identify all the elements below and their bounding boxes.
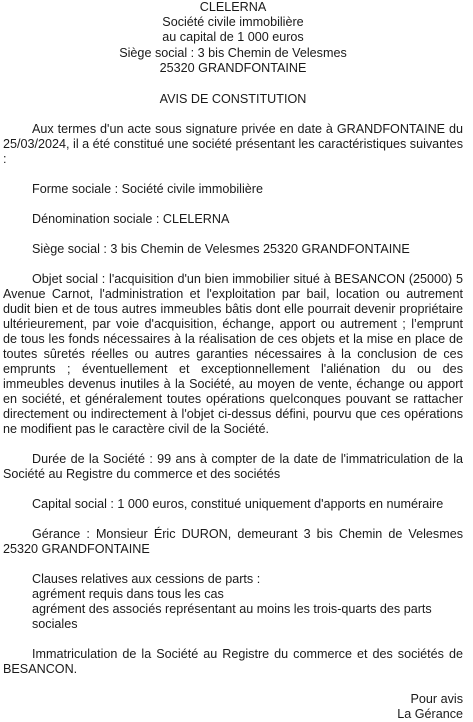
clauses-title: Clauses relatives aux cessions de parts : [32,572,261,587]
clauses-line-1: agrément requis dans tous les cas [32,587,224,602]
notice-title: AVIS DE CONSTITUTION [159,92,307,107]
forme-sociale: Forme sociale : Société civile immobilière [32,182,263,197]
clauses-line-2: agrément des associés représentant au moins les trois-quarts des parts sociales [32,602,432,632]
duree: Durée de la Société : 99 ans à compter de la date de l'immatriculation de la Société au Registre du commerce et des sociétés [3,452,463,482]
gerance: Gérance : Monsieur Éric DURON, demeurant 3 bis Chemin de Velesmes 25320 GRANDFONTAINE [3,527,463,557]
company-type: Société civile immobilière [162,15,304,30]
intro-paragraph: Aux termes d'un acte sous signature privée en date à GRANDFONTAINE du 25/03/2024, il a été constitué une société présentant les caractéristiques suivantes : [3,122,463,167]
company-name: CLELERNA [199,0,267,14]
capital-social: Capital social : 1 000 euros, constitué uniquement d'apports en numéraire [32,497,444,512]
signature-block [3,692,463,722]
company-siege: Siège social : 3 bis Chemin de Velesmes [119,45,347,60]
company-city: 25320 GRANDFONTAINE [159,60,307,75]
signature-gerance: La Gérance [397,707,463,722]
company-capital: au capital de 1 000 euros [162,30,304,45]
objet-social: Objet social : l'acquisition d'un bien immobilier situé à BESANCON (25000) 5 Avenue Carnot, l'administration et l'exploitation par bail, location ou autrement dudit bien et de tous autres immeubles bâtis dont elle pourrait devenir propriétaire ultérieurement, par voie d'acquisition, échange, apport ou autrement ; l’emprunt de tous les fonds nécessaires à la réalisation de ces objets et la mise en place de toutes sûretés réelles ou autres garanties nécessaires à la conclusion de ces emprunts ; éventuellement et exceptionnellement l'aliénation du ou des immeubles devenus inutiles à la Société, au moyen de vente, échange ou apport en société, et généralement toutes opérations quelconques pouvant se rattacher directement ou indirectement à l'objet ci-dessus défini, pourvu que ces opérations ne modifient pas le caractère civil de la Société. [3,272,463,437]
siege-social: Siège social : 3 bis Chemin de Velesmes 25320 GRANDFONTAINE [32,242,410,257]
immatriculation: Immatriculation de la Société au Registre du commerce et des sociétés de BESANCON. [3,647,463,677]
notice-header [3,0,463,76]
denomination-sociale: Dénomination sociale : CLELERNA [32,212,230,227]
signature-pour-avis: Pour avis [410,692,463,707]
